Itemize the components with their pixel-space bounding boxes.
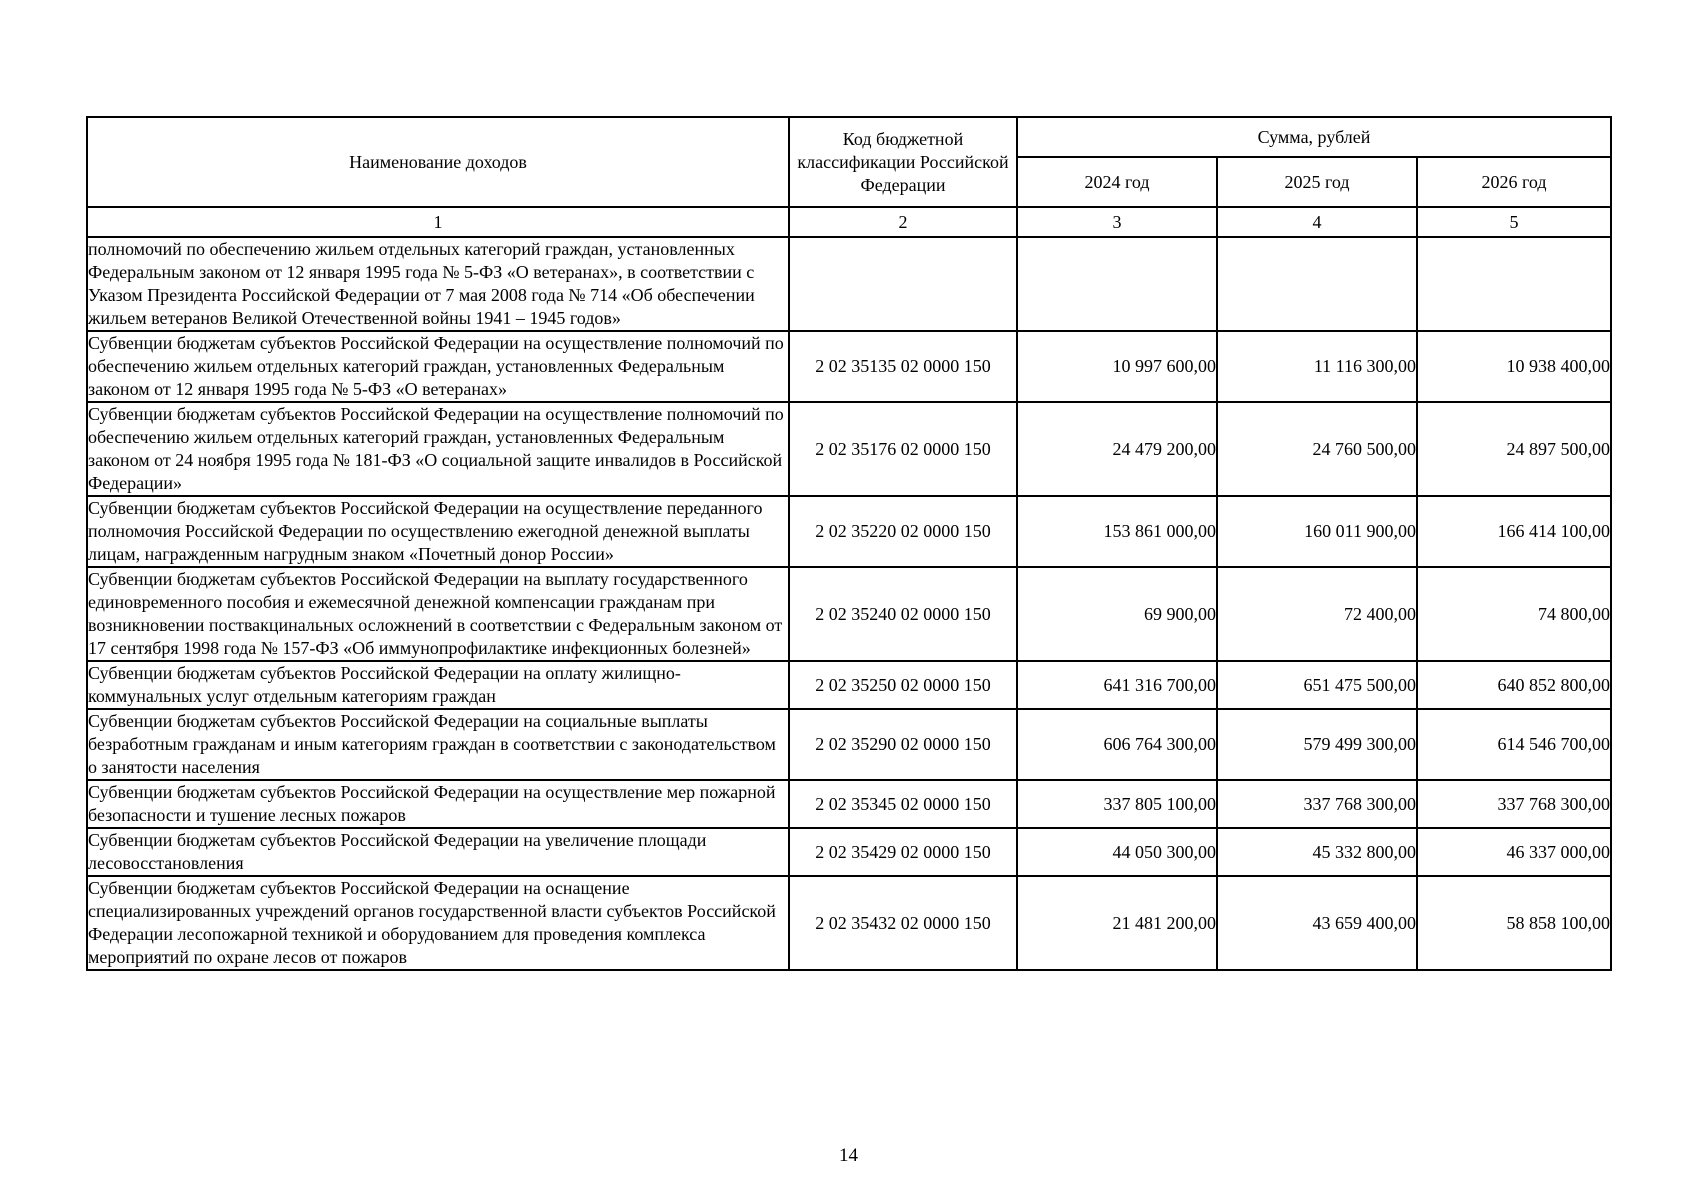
header-year-2026: 2026 год bbox=[1417, 157, 1611, 207]
budget-revenue-table bbox=[86, 116, 1612, 971]
column-number: 5 bbox=[1417, 207, 1611, 237]
table-row bbox=[87, 237, 1611, 331]
amount-2025-cell: 43 659 400,00 bbox=[1217, 876, 1417, 970]
budget-code-cell: 2 02 35429 02 0000 150 bbox=[789, 828, 1017, 876]
amount-2025-cell: 72 400,00 bbox=[1217, 567, 1417, 661]
revenue-name-cell: Субвенции бюджетам субъектов Российской Федерации на осуществление переданного полномочия Российской Федерации по осуществлению ежегодной денежной выплаты лицам, награжденным нагрудным знаком «Почетный донор России» bbox=[87, 496, 789, 567]
table-row bbox=[87, 496, 1611, 567]
amount-2025-cell: 11 116 300,00 bbox=[1217, 331, 1417, 402]
amount-2025-cell: 651 475 500,00 bbox=[1217, 661, 1417, 709]
column-number: 4 bbox=[1217, 207, 1417, 237]
column-number: 1 bbox=[87, 207, 789, 237]
amount-2026-cell: 24 897 500,00 bbox=[1417, 402, 1611, 496]
column-number: 2 bbox=[789, 207, 1017, 237]
budget-code-cell: 2 02 35135 02 0000 150 bbox=[789, 331, 1017, 402]
amount-2026-cell: 166 414 100,00 bbox=[1417, 496, 1611, 567]
amount-2025-cell: 579 499 300,00 bbox=[1217, 709, 1417, 780]
revenue-name-cell: Субвенции бюджетам субъектов Российской Федерации на социальные выплаты безработным гражданам и иным категориям граждан в соответствии с законодательством о занятости населения bbox=[87, 709, 789, 780]
table-row bbox=[87, 331, 1611, 402]
budget-code-cell: 2 02 35345 02 0000 150 bbox=[789, 780, 1017, 828]
amount-2026-cell: 614 546 700,00 bbox=[1417, 709, 1611, 780]
amount-2026-cell: 58 858 100,00 bbox=[1417, 876, 1611, 970]
amount-2024-cell: 10 997 600,00 bbox=[1017, 331, 1217, 402]
amount-2026-cell: 74 800,00 bbox=[1417, 567, 1611, 661]
revenue-name-cell: Субвенции бюджетам субъектов Российской Федерации на осуществление полномочий по обеспечению жильем отдельных категорий граждан, установленных Федеральным законом от 12 января 1995 года № 5-ФЗ «О ветеранах» bbox=[87, 331, 789, 402]
column-number: 3 bbox=[1017, 207, 1217, 237]
amount-2026-cell: 46 337 000,00 bbox=[1417, 828, 1611, 876]
table-row bbox=[87, 828, 1611, 876]
budget-code-cell bbox=[789, 237, 1017, 331]
amount-2026-cell bbox=[1417, 237, 1611, 331]
budget-code-cell: 2 02 35220 02 0000 150 bbox=[789, 496, 1017, 567]
amount-2024-cell bbox=[1017, 237, 1217, 331]
table-row bbox=[87, 709, 1611, 780]
amount-2024-cell: 337 805 100,00 bbox=[1017, 780, 1217, 828]
amount-2026-cell: 337 768 300,00 bbox=[1417, 780, 1611, 828]
amount-2024-cell: 44 050 300,00 bbox=[1017, 828, 1217, 876]
table-row bbox=[87, 402, 1611, 496]
amount-2024-cell: 153 861 000,00 bbox=[1017, 496, 1217, 567]
amount-2026-cell: 640 852 800,00 bbox=[1417, 661, 1611, 709]
page-number: 14 bbox=[839, 1145, 858, 1166]
revenue-name-cell: Субвенции бюджетам субъектов Российской Федерации на осуществление полномочий по обеспечению жильем отдельных категорий граждан, установленных Федеральным законом от 24 ноября 1995 года № 181-ФЗ «О социальной защите инвалидов в Российской Федерации» bbox=[87, 402, 789, 496]
table-row bbox=[87, 661, 1611, 709]
amount-2025-cell: 45 332 800,00 bbox=[1217, 828, 1417, 876]
amount-2024-cell: 641 316 700,00 bbox=[1017, 661, 1217, 709]
table-row bbox=[87, 876, 1611, 970]
budget-code-cell: 2 02 35240 02 0000 150 bbox=[789, 567, 1017, 661]
budget-code-cell: 2 02 35176 02 0000 150 bbox=[789, 402, 1017, 496]
amount-2026-cell: 10 938 400,00 bbox=[1417, 331, 1611, 402]
revenue-name-cell: Субвенции бюджетам субъектов Российской Федерации на осуществление мер пожарной безопасности и тушение лесных пожаров bbox=[87, 780, 789, 828]
header-sum: Сумма, рублей bbox=[1017, 117, 1611, 157]
table-row bbox=[87, 567, 1611, 661]
revenue-name-cell: Субвенции бюджетам субъектов Российской Федерации на увеличение площади лесовосстановления bbox=[87, 828, 789, 876]
table-row bbox=[87, 780, 1611, 828]
amount-2025-cell: 337 768 300,00 bbox=[1217, 780, 1417, 828]
revenue-name-cell: Субвенции бюджетам субъектов Российской Федерации на оснащение специализированных учреждений органов государственной власти субъектов Российской Федерации лесопожарной техникой и оборудованием для проведения комплекса мероприятий по охране лесов от пожаров bbox=[87, 876, 789, 970]
revenue-name-cell: Субвенции бюджетам субъектов Российской Федерации на оплату жилищно-коммунальных услуг отдельным категориям граждан bbox=[87, 661, 789, 709]
budget-code-cell: 2 02 35250 02 0000 150 bbox=[789, 661, 1017, 709]
amount-2024-cell: 69 900,00 bbox=[1017, 567, 1217, 661]
amount-2025-cell: 24 760 500,00 bbox=[1217, 402, 1417, 496]
budget-code-cell: 2 02 35290 02 0000 150 bbox=[789, 709, 1017, 780]
header-budget-code: Код бюджетной классификации Российской Федерации bbox=[789, 117, 1017, 207]
amount-2024-cell: 21 481 200,00 bbox=[1017, 876, 1217, 970]
budget-code-cell: 2 02 35432 02 0000 150 bbox=[789, 876, 1017, 970]
revenue-name-cell: полномочий по обеспечению жильем отдельных категорий граждан, установленных Федеральным законом от 12 января 1995 года № 5-ФЗ «О ветеранах», в соответствии с Указом Президента Российской Федерации от 7 мая 2008 года № 714 «Об обеспечении жильем ветеранов Великой Отечественной войны 1941 – 1945 годов» bbox=[87, 237, 789, 331]
amount-2024-cell: 24 479 200,00 bbox=[1017, 402, 1217, 496]
revenue-name-cell: Субвенции бюджетам субъектов Российской Федерации на выплату государственного единовременного пособия и ежемесячной денежной компенсации гражданам при возникновении поствакцинальных осложнений в соответствии с Федеральным законом от 17 сентября 1998 года № 157-ФЗ «Об иммунопрофилактике инфекционных болезней» bbox=[87, 567, 789, 661]
header-year-2025: 2025 год bbox=[1217, 157, 1417, 207]
header-revenue-name: Наименование доходов bbox=[87, 117, 789, 207]
header-year-2024: 2024 год bbox=[1017, 157, 1217, 207]
amount-2025-cell bbox=[1217, 237, 1417, 331]
amount-2024-cell: 606 764 300,00 bbox=[1017, 709, 1217, 780]
amount-2025-cell: 160 011 900,00 bbox=[1217, 496, 1417, 567]
